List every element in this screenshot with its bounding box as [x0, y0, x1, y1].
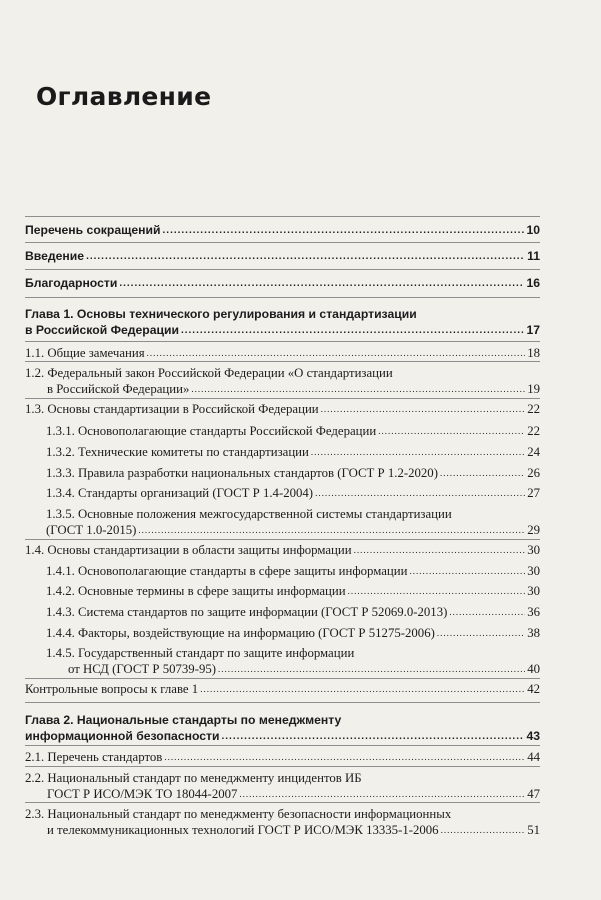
toc-page-number: 22: [527, 402, 540, 416]
dot-leader: [449, 604, 525, 620]
toc-entry-title: 1.3.1. Основополагающие стандарты Российской Федерации: [46, 424, 377, 438]
toc-entry-title: 1.4.1. Основополагающие стандарты в сфере защиты информации: [46, 564, 408, 578]
dot-leader: [181, 323, 524, 339]
toc-page-number: 38: [527, 626, 540, 640]
divider: [25, 216, 540, 217]
dot-leader: [147, 345, 526, 361]
toc-page-number: 19: [527, 382, 540, 396]
toc-entry-review-questions-1[interactable]: [25, 681, 540, 697]
toc-entry-title-line2: в Российской Федерации»: [47, 382, 190, 396]
toc-page-number: 11: [527, 249, 540, 263]
toc-entry-1-1[interactable]: [25, 345, 540, 361]
toc-page-number: 40: [527, 662, 540, 676]
toc-entry-1-4-2[interactable]: [46, 583, 540, 599]
dot-leader: [311, 444, 525, 460]
dot-leader: [440, 465, 525, 481]
toc-page-number: 43: [526, 729, 540, 743]
toc-entry-title: Благодарности: [25, 276, 118, 290]
toc-entry-title-line1: Глава 2. Национальные стандарты по менеджменту: [25, 713, 342, 727]
dot-leader: [86, 249, 525, 265]
toc-page-number: 17: [526, 323, 540, 337]
toc-entry-title: 1.3.2. Технические комитеты по стандартизации: [46, 445, 309, 459]
toc-page-number: 47: [527, 787, 540, 801]
toc-entry-title-line2: от НСД (ГОСТ Р 50739-95): [68, 662, 217, 676]
toc-entry-1-2[interactable]: [25, 365, 540, 397]
toc-entry-2-1[interactable]: [25, 749, 540, 765]
dot-leader: [409, 563, 525, 579]
toc-entry-title: 1.3.4. Стандарты организаций (ГОСТ Р 1.4-2004): [46, 486, 314, 500]
toc-entry-title: Введение: [25, 249, 85, 263]
toc-entry-1-3-2[interactable]: [46, 444, 540, 460]
toc-entry-title: 2.1. Перечень стандартов: [25, 750, 163, 764]
dot-leader: [200, 681, 525, 697]
toc-entry-title-line1: 2.3. Национальный стандарт по менеджменту безопасности информационных: [25, 807, 452, 821]
dot-leader: [348, 583, 526, 599]
toc-entry-1-3-4[interactable]: [46, 485, 540, 501]
dot-leader: [218, 661, 525, 677]
dot-leader: [441, 822, 526, 838]
toc-entry-chapter-2[interactable]: [25, 712, 540, 744]
divider: [25, 242, 540, 243]
toc-entry-title: 1.4.2. Основные термины в сфере защиты информации: [46, 584, 346, 598]
dot-leader: [239, 786, 525, 802]
toc-entry-1-4-5[interactable]: [46, 645, 540, 677]
toc-entry-1-4-4[interactable]: [46, 625, 540, 641]
divider: [25, 678, 540, 679]
toc-entry-title-line2: (ГОСТ 1.0-2015): [46, 523, 137, 537]
dot-leader: [164, 749, 525, 765]
toc-entry-title-line1: 1.3.5. Основные положения межгосударственной системы стандартизации: [46, 507, 452, 521]
toc-entry-title: 1.4.3. Система стандартов по защите информации (ГОСТ Р 52069.0-2013): [46, 605, 448, 619]
toc-entry-2-2[interactable]: [25, 770, 540, 802]
dot-leader: [354, 542, 526, 558]
dot-leader: [321, 401, 526, 417]
dot-leader: [191, 381, 525, 397]
toc-page-number: 29: [527, 523, 540, 537]
toc-entry-1-3[interactable]: [25, 401, 540, 417]
divider: [25, 361, 540, 362]
toc-entry-acknowledgements[interactable]: [25, 275, 540, 291]
toc-entry-title-line1: 2.2. Национальный стандарт по менеджменту инцидентов ИБ: [25, 771, 362, 785]
toc-entry-1-4-3[interactable]: [46, 604, 540, 620]
toc-page-number: 27: [527, 486, 540, 500]
divider: [25, 297, 540, 298]
toc-page-number: 30: [527, 543, 540, 557]
toc-entry-1-3-3[interactable]: [46, 465, 540, 481]
divider: [25, 702, 540, 703]
divider: [25, 766, 540, 767]
toc-page-number: 36: [527, 605, 540, 619]
toc-entry-title-line1: Глава 1. Основы технического регулирования и стандартизации: [25, 307, 417, 321]
dot-leader: [315, 485, 525, 501]
toc-entry-title-line2: и телекоммуникационных технологий ГОСТ Р ИСО/МЭК 13335-1-2006: [47, 823, 439, 837]
toc-entry-title: 1.3. Основы стандартизации в Российской Федерации: [25, 402, 319, 416]
dot-leader: [119, 276, 524, 292]
divider: [25, 398, 540, 399]
toc-entry-abbreviations[interactable]: [25, 222, 540, 238]
toc-entry-1-4[interactable]: [25, 542, 540, 558]
toc-entry-title-line1: 1.4.5. Государственный стандарт по защите информации: [46, 646, 355, 660]
toc-entry-introduction[interactable]: [25, 248, 540, 264]
divider: [25, 745, 540, 746]
toc-entry-title: Перечень сокращений: [25, 223, 161, 237]
toc-page-number: 30: [527, 584, 540, 598]
toc-entry-title: Контрольные вопросы к главе 1: [25, 682, 199, 696]
toc-page-number: 44: [527, 750, 540, 764]
toc-page-number: 18: [527, 346, 540, 360]
toc-entry-1-4-1[interactable]: [46, 563, 540, 579]
toc-entry-title-line1: 1.2. Федеральный закон Российской Федерации «О стандартизации: [25, 366, 393, 380]
toc-entry-title-line2: в Российской Федерации: [25, 323, 179, 337]
toc-entry-title: 1.1. Общие замечания: [25, 346, 145, 360]
toc-entry-2-3[interactable]: [25, 806, 540, 838]
dot-leader: [138, 522, 525, 538]
dot-leader: [378, 423, 525, 439]
toc-page-number: 26: [527, 466, 540, 480]
page-title: Оглавление: [36, 82, 212, 111]
dot-leader: [437, 625, 525, 641]
toc-page-number: 51: [527, 823, 540, 837]
divider: [25, 269, 540, 270]
toc-entry-title: 1.4.4. Факторы, воздействующие на информацию (ГОСТ Р 51275-2006): [46, 626, 435, 640]
toc-entry-title: 1.4. Основы стандартизации в области защиты информации: [25, 543, 352, 557]
toc-page-number: 22: [527, 424, 540, 438]
toc-page-number: 42: [527, 682, 540, 696]
dot-leader: [222, 729, 525, 745]
toc-page-number: 16: [526, 276, 540, 290]
toc-entry-title-line2: информационной безопасности: [25, 729, 220, 743]
toc-page-number: 24: [527, 445, 540, 459]
dot-leader: [163, 223, 525, 239]
divider: [25, 341, 540, 342]
divider: [25, 802, 540, 803]
toc-page-number: 10: [526, 223, 540, 237]
divider: [25, 539, 540, 540]
toc-page-number: 30: [527, 564, 540, 578]
toc-entry-title-line2: ГОСТ Р ИСО/МЭК ТО 18044-2007: [47, 787, 238, 801]
toc-entry-chapter-1[interactable]: [25, 306, 540, 338]
toc-entry-title: 1.3.3. Правила разработки национальных стандартов (ГОСТ Р 1.2-2020): [46, 466, 438, 480]
toc-entry-1-3-1[interactable]: [46, 423, 540, 439]
toc-entry-1-3-5[interactable]: [46, 506, 540, 538]
